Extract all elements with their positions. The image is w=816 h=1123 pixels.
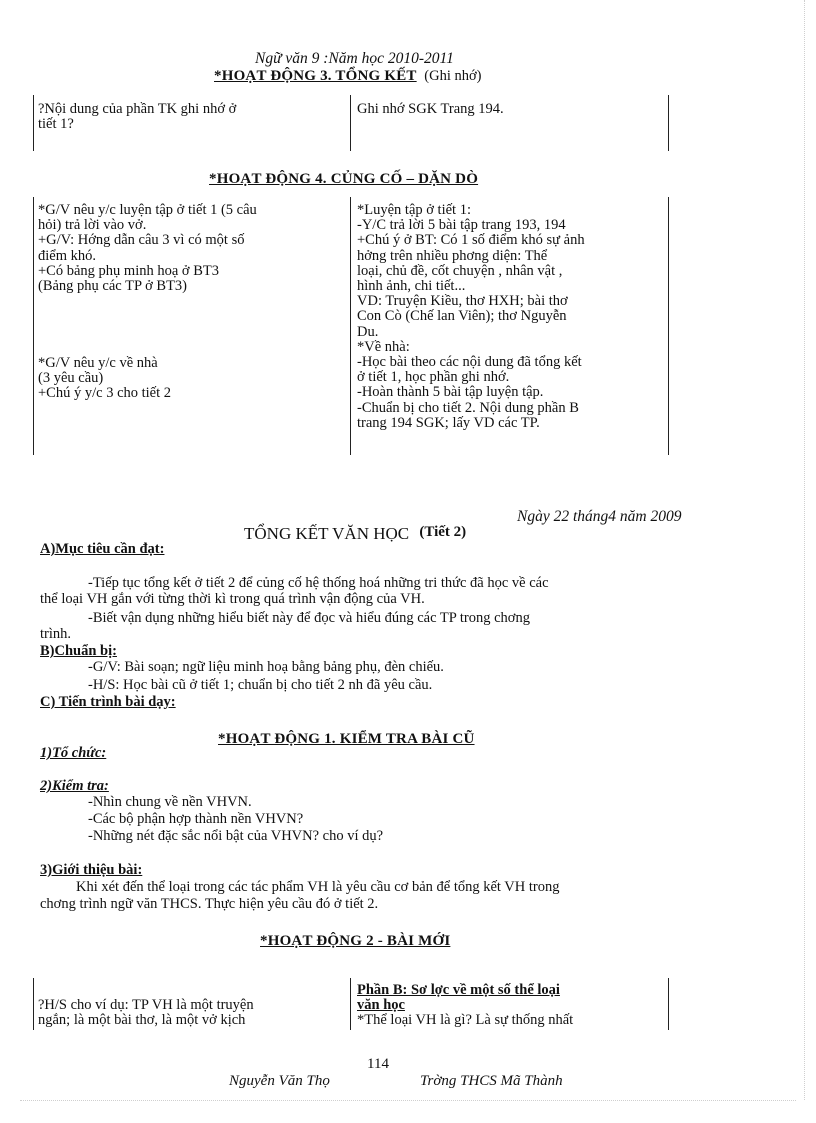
hd3-heading (214, 68, 481, 85)
hd4-right-line: *Về nhà: (357, 338, 410, 355)
hd3-border-right (668, 95, 669, 151)
lesson-date: Ngày 22 tháng4 năm 2009 (517, 508, 682, 525)
hd2-right-cell (357, 983, 573, 1029)
hd4-left-line: (3 yêu cầu) (38, 370, 104, 387)
hd3-note: (Ghi nhớ) (424, 68, 482, 84)
hd2-border-mid (350, 978, 351, 1030)
hd4-left-cell-a (38, 203, 257, 294)
hd4-right-line: VD: Truyện Kiều, thơ HXH; bài thơ (357, 293, 568, 310)
hd2-left-line: ?H/S cho ví dụ: TP VH là một truyện (38, 997, 254, 1013)
hd2-border-left (33, 978, 34, 1030)
kiem-tra-heading: 2)Kiểm tra: (40, 778, 109, 794)
section-a-line: trình. (40, 626, 72, 642)
section-b-heading: B)Chuẩn bị: (40, 643, 117, 659)
hd4-right-line: Du. (357, 323, 379, 340)
hd3-border-left (33, 95, 34, 151)
hd3-right-line: Ghi nhớ SGK Trang 194. (357, 101, 504, 117)
hd4-right-line: -Chuẩn bị cho tiết 2. Nội dung phần B (357, 399, 579, 416)
footer-author: Nguyễn Văn Thọ (229, 1073, 330, 1089)
hd3-right-cell (357, 102, 504, 117)
hd3-left-line: tiết 1? (38, 116, 74, 133)
section-a-line: -Biết vận dụng những hiểu biết này để đọc và hiểu đúng các TP trong chơng (88, 610, 530, 626)
hd4-left-line: hỏi) trả lời vào vở. (38, 217, 147, 234)
hd4-right-line: +Chú ý ở BT: Có 1 số điểm khó sự ảnh (357, 232, 585, 249)
hd4-left-line: *G/V nêu y/c luyện tập ở tiết 1 (5 câu (38, 202, 257, 218)
hd4-title: *HOẠT ĐỘNG 4. CỦNG CỐ – DẶN DÒ (209, 171, 479, 187)
hd2-border-right (668, 978, 669, 1030)
section-a-heading: A)Mục tiêu cần đạt: (40, 541, 165, 557)
lesson-period: (Tiết 2) (419, 524, 467, 540)
page-edge-bottom (20, 1100, 796, 1101)
hd4-right-line: trang 194 SGK; lấy VD các TP. (357, 414, 540, 431)
section-b-line: -H/S: Học bài cũ ở tiết 1; chuẩn bị cho tiết 2 nh đã yêu cầu. (88, 677, 433, 693)
hd4-right-line: hình ảnh, chi tiết... (357, 278, 466, 295)
to-chuc-heading: 1)Tổ chức: (40, 745, 107, 761)
gioi-thieu-line: chơng trình ngữ văn THCS. Thực hiện yêu cầu đó ở tiết 2. (40, 896, 379, 912)
hd4-right-line: -Hoàn thành 5 bài tập luyện tập. (357, 384, 544, 401)
hd2-right-line: *Thể loại VH là gì? Là sự thống nhất (357, 1012, 574, 1029)
gioi-thieu-line: Khi xét đến thể loại trong các tác phẩm VH là yêu cầu cơ bản để tổng kết VH trong (76, 879, 560, 895)
hd4-border-left (33, 197, 34, 455)
hd4-right-line: ở tiết 1, học phần ghi nhớ. (357, 369, 510, 386)
hd4-right-line: *Luyện tập ở tiết 1: (357, 202, 471, 218)
hd4-border-mid (350, 197, 351, 455)
hd4-right-cell (357, 203, 585, 431)
hd2-title: *HOẠT ĐỘNG 2 - BÀI MỚI (260, 933, 451, 949)
hd3-left-line: ?Nội dung của phần TK ghi nhớ ở (38, 101, 237, 117)
hd4-right-line: Con Cò (Chế lan Viên); thơ Nguyễn (357, 308, 567, 325)
hd4-left-line: +G/V: Hớng dẫn câu 3 vì có một số (38, 232, 245, 249)
header-subject-year: Ngữ văn 9 :Năm học 2010-2011 (255, 50, 454, 67)
kiem-tra-line: -Các bộ phận hợp thành nền VHVN? (88, 811, 304, 827)
hd4-left-cell-b (38, 356, 171, 402)
hd3-border-mid (350, 95, 351, 151)
hd2-left-line: ngắn; là một bài thơ, là một vở kịch (38, 1012, 246, 1029)
hd2-right-heading-line: Phần B: Sơ lợc về một số thể loại (357, 982, 560, 998)
kiem-tra-line: -Nhìn chung về nền VHVN. (88, 794, 252, 810)
hd4-border-right (668, 197, 669, 455)
hd4-left-line: (Bảng phụ các TP ở BT3) (38, 278, 188, 295)
page-edge-right (804, 0, 805, 1100)
hd3-title: *HOẠT ĐỘNG 3. TỔNG KẾT (214, 68, 417, 84)
hd4-left-line: điểm khó. (38, 247, 96, 264)
section-b-line: -G/V: Bài soạn; ngữ liệu minh hoạ bằng bảng phụ, đèn chiếu. (88, 659, 444, 675)
kiem-tra-line: -Những nét đặc sắc nổi bật của VHVN? cho ví dụ? (88, 828, 384, 844)
page-number: 114 (367, 1056, 389, 1072)
section-a-line: -Tiếp tục tổng kết ở tiết 2 để củng cố hệ thống hoá những tri thức đã học về các (88, 575, 549, 591)
section-c-heading: C) Tiến trình bài dạy: (40, 694, 176, 710)
hd4-left-line: *G/V nêu y/c về nhà (38, 355, 158, 371)
hd2-right-heading-line: văn học (357, 997, 405, 1014)
footer-school: Trờng THCS Mã Thành (420, 1073, 563, 1089)
hd1-title: *HOẠT ĐỘNG 1. KIỂM TRA BÀI CŨ (218, 731, 475, 747)
hd4-right-line: -Y/C trả lời 5 bài tập trang 193, 194 (357, 217, 566, 234)
section-a-line: thể loại VH gắn với từng thời kì trong quá trình vận động của VH. (40, 591, 425, 607)
lesson-title: TỔNG KẾT VĂN HỌC (244, 524, 410, 543)
hd4-left-line: +Chú ý y/c 3 cho tiết 2 (38, 385, 172, 402)
hd4-right-line: -Học bài theo các nội dung đã tổng kết (357, 354, 582, 371)
hd4-right-line: hởng trên nhiều phơng diện: Thể (357, 247, 548, 264)
hd4-left-line: +Có bảng phụ minh hoạ ở BT3 (38, 262, 219, 279)
lesson-title-row (244, 524, 466, 544)
gioi-thieu-heading: 3)Giới thiệu bài: (40, 862, 143, 878)
hd3-left-cell (38, 102, 236, 132)
hd2-left-cell (38, 998, 254, 1028)
hd4-right-line: loại, chủ đề, cốt chuyện , nhân vật , (357, 262, 563, 279)
